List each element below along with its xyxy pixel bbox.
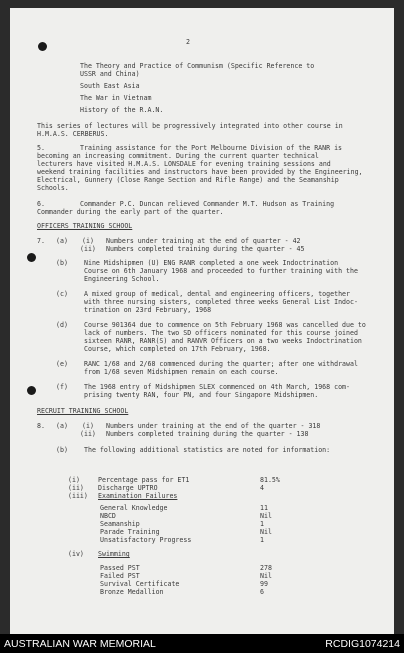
stat-value: 4 [260,484,264,492]
para-8a-ii-text: Numbers completed training during the quarter - 138 [106,430,309,438]
stat-name: Passed PST [100,564,140,572]
page-number: 2 [186,38,190,46]
para-7f-line: prising twenty RAN, four PN, and four Singapore Midshipmen. [84,391,319,399]
para-7c-line: A mixed group of medical, dental and engineering officers, together [84,290,350,298]
stat-label: (iii) [68,492,88,500]
para-7f-line: The 1968 entry of Midshipmen SLEX commenced on 4th March, 1968 com- [84,383,350,391]
footer-institution: AUSTRALIAN WAR MEMORIAL [4,638,156,650]
para-8-number: 8. [37,422,45,430]
intro-item: The War in Vietnam [80,94,152,102]
stat-name: Unsatisfactory Progress [100,536,192,544]
para-8b-text: The following additional statistics are noted for information: [84,446,331,454]
para-7a-label: (a) [56,237,68,245]
para-7a-ii-text: Numbers completed training during the quarter - 45 [106,245,305,253]
para-7-number: 7. [37,237,45,245]
recruit-training-heading: RECRUIT TRAINING SCHOOL [37,407,129,415]
stat-name: Survival Certificate [100,580,180,588]
para-7f-label: (f) [56,383,68,391]
para-7c-line: with three nursing sisters, completed three weeks General List Indoc- [84,298,358,306]
para-8a-i-label: (i) [82,422,94,430]
para-7c-label: (c) [56,290,68,298]
intro-item: History of the R.A.N. [80,106,164,114]
para-7d-line: Course, which completed on 17th February, 1968. [84,345,271,353]
para-7a-i-text: Numbers under training at the end of quarter - 42 [106,237,301,245]
para-7a-ii-label: (ii) [80,245,96,253]
para-5-line: weekend training facilities and instructors have been provided by the Engineering, [37,168,363,176]
para-7c-line: trination on 23rd February, 1968 [84,306,212,314]
punch-hole-mark [27,386,36,395]
para-5-line: becoming an increasing commitment. During the current quarter technical [37,152,319,160]
document-page [10,8,394,634]
para-5-line: Training assistance for the Port Melbourne Division of the RANR is [80,144,343,152]
intro-item: South East Asia [80,82,140,90]
stat-label: (i) [68,476,80,484]
para-7b-label: (b) [56,259,68,267]
stat-value: 1 [260,520,264,528]
stat-name: NBCD [100,512,116,520]
stat-value: 1 [260,536,264,544]
stat-value: 99 [260,580,268,588]
para-8a-i-text: Numbers under training at the end of the quarter - 318 [106,422,321,430]
para-7e-line: from 1/68 seven Midshipmen remain on each course. [84,368,279,376]
para-7e-label: (e) [56,360,68,368]
para-6-line: Commander during the early part of the quarter. [37,208,224,216]
para-8b-label: (b) [56,446,68,454]
stat-label: (iv) [68,550,84,558]
stat-value: 6 [260,588,264,596]
intro-item: USSR and China) [80,70,140,78]
stat-value: 11 [260,504,268,512]
para-6-line: Commander P.C. Duncan relieved Commander M.T. Hudson as Training [80,200,335,208]
stat-value: Nil [260,528,272,536]
intro-note-line: This series of lectures will be progressively integrated into other course in [37,122,343,130]
footer-record-id: RCDIG1074214 [325,638,400,650]
stat-name: Examination Failures [98,492,178,500]
stat-name: Failed PST [100,572,140,580]
stat-value: Nil [260,572,272,580]
intro-note-line: H.M.A.S. CERBERUS. [37,130,109,138]
para-6-number: 6. [37,200,45,208]
para-5-line: Electrical, Gunnery (Close Range Section and Rifle Range) and the Seamanship [37,176,339,184]
intro-item: The Theory and Practice of Communism (Specific Reference to [80,62,315,70]
para-8a-ii-label: (ii) [80,430,96,438]
para-7d-line: lack of numbers. The two SD officers nominated for this course joined [84,329,358,337]
para-5-number: 5. [37,144,45,152]
para-7a-i-label: (i) [82,237,94,245]
para-7b-line: Nine Midshipmen (U) ENG RANR completed a one week Indoctrination [84,259,339,267]
footer-bar [0,634,404,653]
stat-name: Seamanship [100,520,140,528]
stat-value: Nil [260,512,272,520]
stat-value: 278 [260,564,272,572]
stat-name: Discharge UPTRO [98,484,158,492]
stat-value: 81.5% [260,476,280,484]
stat-name: Parade Training [100,528,160,536]
stat-name: Swimming [98,550,130,558]
para-8a-label: (a) [56,422,68,430]
punch-hole-mark [27,253,36,262]
stat-name: General Knowledge [100,504,168,512]
officers-training-heading: OFFICERS TRAINING SCHOOL [37,222,133,230]
para-7d-line: Course 901364 due to commence on 5th February 1968 was cancelled due to [84,321,366,329]
stat-label: (ii) [68,484,84,492]
para-7b-line: Engineering School. [84,275,160,283]
para-5-line: lecturers have visited H.M.A.S. LONSDALE for evening training sessions and [37,160,331,168]
para-7e-line: RANC 1/68 and 2/68 commenced during the quarter; after one withdrawal [84,360,358,368]
stat-name: Percentage pass for ET1 [98,476,190,484]
punch-hole-mark [38,42,47,51]
para-7d-line: sixteen RANR, RANR(S) and RANVR Officers on a two weeks Indoctrination [84,337,362,345]
stat-name: Bronze Medallion [100,588,164,596]
para-5-line: Schools. [37,184,69,192]
para-7b-line: Course on 6th January 1968 and proceeded to further training with the [84,267,358,275]
para-7d-label: (d) [56,321,68,329]
